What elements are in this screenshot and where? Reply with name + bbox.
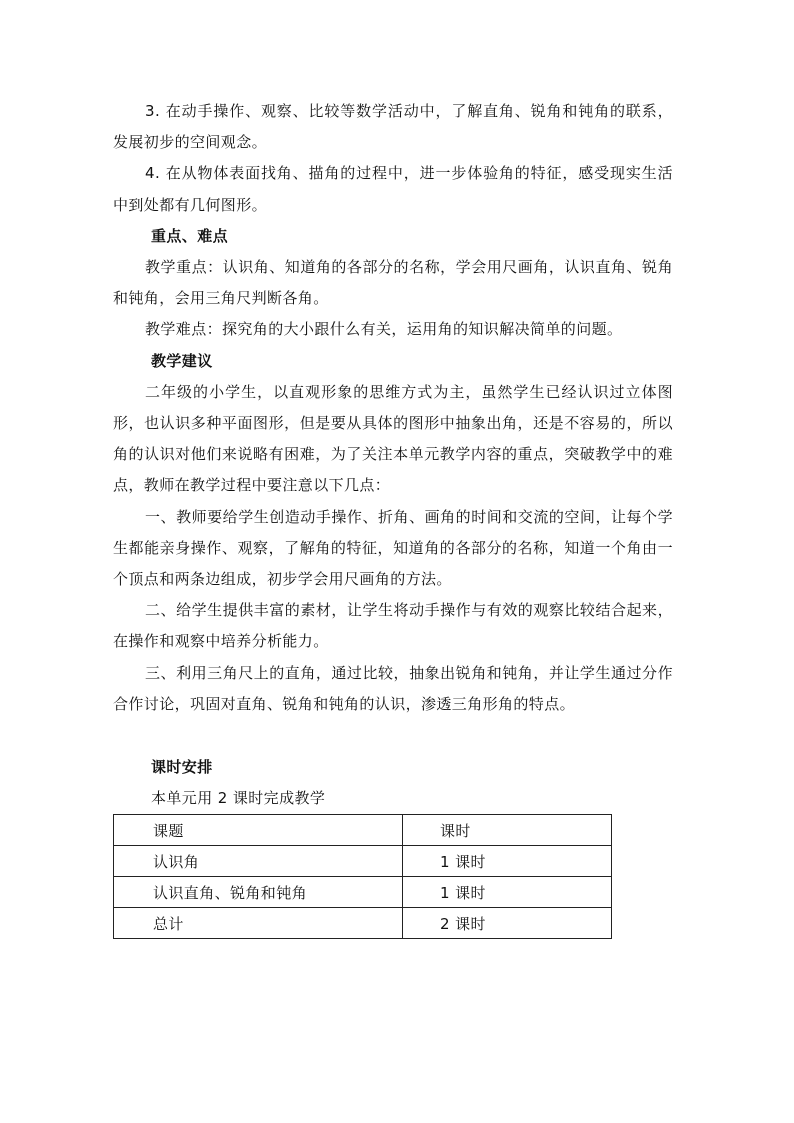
- schedule-table: [113, 814, 612, 939]
- suggestion-point-2: 二、给学生提供丰富的素材，让学生将动手操作与有效的观察比较结合起来，在操作和观察中培养分析能力。: [113, 601, 673, 651]
- table-row: [114, 877, 612, 908]
- teaching-difficulty: 教学难点：探究角的大小跟什么有关，运用角的知识解决简单的问题。: [145, 320, 623, 339]
- main-text: [113, 96, 673, 720]
- table-header-row: [114, 815, 612, 846]
- key-points-heading: 重点、难点: [151, 226, 229, 245]
- schedule-note: 本单元用 2 课时完成教学: [151, 789, 326, 808]
- objective-4: 4. 在从物体表面找角、描角的过程中，进一步体验角的特征，感受现实生活中到处都有几何图形。: [113, 164, 673, 214]
- table-cell-topic: 认识直角、锐角和钝角: [114, 877, 403, 908]
- objective-3: 3. 在动手操作、观察、比较等数学活动中，了解直角、锐角和钝角的联系，发展初步的空间观念。: [113, 102, 673, 152]
- header-cell-periods: 课时: [403, 815, 612, 846]
- table-cell-periods: 2 课时: [403, 908, 612, 939]
- header-cell-topic: 课题: [114, 815, 403, 846]
- suggestions-heading: 教学建议: [151, 351, 213, 370]
- table-cell-periods: 1 课时: [403, 877, 612, 908]
- table-row-total: [114, 908, 612, 939]
- table-cell-periods: 1 课时: [403, 846, 612, 877]
- table-cell-topic: 总计: [114, 908, 403, 939]
- table-row: [114, 846, 612, 877]
- teaching-focus: 教学重点：认识角、知道角的各部分的名称，学会用尺画角，认识直角、锐角和钝角，会用三角尺判断各角。: [113, 258, 673, 308]
- table-cell-topic: 认识角: [114, 846, 403, 877]
- suggestion-point-3: 三、利用三角尺上的直角，通过比较，抽象出锐角和钝角，并让学生通过分作合作讨论，巩固对直角、锐角和钝角的认识，渗透三角形角的特点。: [113, 663, 673, 713]
- schedule-section: [113, 752, 673, 814]
- suggestions-intro: 二年级的小学生，以直观形象的思维方式为主，虽然学生已经认识过立体图形，也认识多种平面图形，但是要从具体的图形中抽象出角，还是不容易的，所以角的认识对他们来说略有困难，为了关注本单元教学内容的重点，突破教学中的难点，教师在教学过程中要注意以下几点：: [113, 382, 673, 495]
- schedule-heading: 课时安排: [151, 758, 213, 776]
- suggestion-point-1: 一、教师要给学生创造动手操作、折角、画角的时间和交流的空间，让每个学生都能亲身操作、观察，了解角的特征，知道角的各部分的名称，知道一个角由一个顶点和两条边组成，初步学会用尺画角的方法。: [113, 507, 673, 589]
